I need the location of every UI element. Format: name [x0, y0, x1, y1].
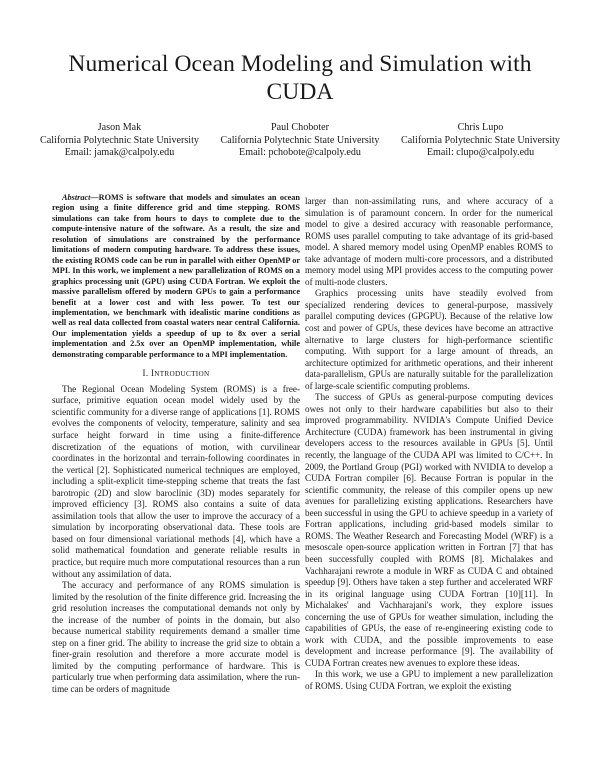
- abstract-label: Abstract: [62, 193, 91, 202]
- author-1: [40, 122, 199, 160]
- author-email: Email: clupo@calpoly.edu: [426, 147, 535, 158]
- abstract-text: —ROMS is software that models and simulates an ocean region using a finite difference grid and time stepping. ROMS simulations can take from hours to days to complete due to the compute-intensive nature of the software. As a result, the size and resolution of simulations are constrained by the performance limitations of modern computing hardware. To address these issues, the existing ROMS code can be run in parallel with either OpenMP or MPI. In this work, we implement a new parallelization of ROMS on a graphics processing unit (GPU) using CUDA Fortran. We exploit the massive parallelism offered by modern GPUs to gain a performance benefit at a lower cost and with less power. To test our implementation, we benchmark with idealistic marine conditions as well as real data collected from coastal waters near central California. Our implementation yields a speedup of up to 8x over a serial implementation and 2.5x over an OpenMP implementation, while demonstrating comparable performance to a MPI implementation.: [52, 193, 300, 359]
- body-paragraph: The accuracy and performance of any ROMS simulation is limited by the resolution of the finite difference grid. Increasing the grid resolution increases the computational demands not only by the increase of the number of points in the domain, but also because numerical stability requirements demand a smaller time step on a finer grid. The ability to increase the grid size to obtain a finer-grain resolution and therefore a more accurate model is limited by the computing performance of hardware. This is particularly true when performing data assimilation, where the run-time can be orders of magnitude: [52, 580, 300, 695]
- author-email: Email: jamak@calpoly.edu: [64, 147, 175, 158]
- body-paragraph: The success of GPUs as general-purpose computing devices owes not only to their hardware capabilities but also to their improved programmability. NVIDIA's Compute Unified Device Architecture (CUDA) framework has been instrumental in giving developers access to the resources available in GPUs [5]. Until recently, the language of the CUDA API was limited to C/C++. In 2009, the Portland Group (PGI) worked with NVIDIA to develop a CUDA Fortran compiler [6]. Because Fortran is popular in the scientific community, the release of this compiler opens up new avenues for parallelizing existing applications. Researchers have been successful in using the GPU to achieve speedup in a variety of Fortran applications, including grid-based models similar to ROMS. The Weather Research and Forecasting Model (WRF) is a mesoscale open-source application written in Fortran [7] that has been successfully coupled with ROMS [8]. Michalakes and Vachharajani rewrote a module in WRF as CUDA C and obtained speedup [9]. Others have taken a step further and accelerated WRF in its original language using CUDA Fortran [10][11]. In Michalakes' and Vachharajani's work, they explore issues concerning the use of GPUs for weather simulation, including the capabilities of GPUs, the ease of re-engineering existing code to work with CUDA, and the possible improvements to ease development and increase performance [9]. The availability of CUDA Fortran creates new avenues to explore these ideas.: [305, 392, 553, 668]
- abstract: [52, 193, 300, 360]
- body-paragraph: The Regional Ocean Modeling System (ROMS) is a free-surface, primitive equation ocean model widely used by the scientific community for a diverse range of applications [1]. ROMS evolves the components of velocity, temperature, salinity and sea surface height forward in time using a finite-difference discretization of the equations of motion, with curvilinear coordinates in the horizontal and terrain-following coordinates in the vertical [2]. Sophisticated numerical techniques are employed, including a split-explicit time-stepping scheme that treats the fast barotropic (2D) and slow baroclinic (3D) modes separately for improved efficiency [3]. ROMS also contains a suite of data assimilation tools that allow the user to improve the accuracy of a simulation by incorporating observational data. These tools are based on four dimensional variational methods [4], which have a solid mathematical foundation and generate reliable results in practice, but require much more computational resources than a run without any assimilation of data.: [52, 383, 300, 579]
- author-block: [40, 122, 560, 160]
- left-column: [52, 193, 300, 696]
- body-paragraph: In this work, we use a GPU to implement a new parallelization of ROMS. Using CUDA Fortran, we exploit the existing: [305, 669, 553, 691]
- author-name: Jason Mak: [97, 122, 142, 133]
- section-title-rest: NTRODUCTION: [154, 370, 210, 379]
- author-affiliation: California Polytechnic State University: [40, 134, 199, 146]
- section-title-initial: I: [150, 368, 155, 379]
- right-column: [305, 196, 553, 693]
- author-2: [221, 122, 380, 160]
- author-name: Chris Lupo: [457, 122, 504, 133]
- author-affiliation: California Polytechnic State University: [401, 134, 560, 146]
- author-email: Email: pchobote@calpoly.edu: [239, 147, 361, 158]
- body-paragraph: larger than non-assimilating runs, and where accuracy of a simulation is of paramount concern. In order for the numerical model to give a desired accuracy with reasonable performance, ROMS uses parallel computing to take advantage of its grid-based model. A shared memory model using OpenMP enables ROMS to take advantage of modern multi-core processors, and a distributed memory model using MPI provides access to the computing power of multi-node clusters.: [305, 196, 553, 287]
- body-paragraph: Graphics processing units have steadily evolved from specialized rendering devices to general-purpose, massively parallel computing devices (GPGPU). Because of the relative low cost and power of GPUs, these devices have become an attractive alternative to large clusters for high-performance scientific computing. With support for a large amount of threads, an architecture optimized for arithmetic operations, and their inherent data-parallelism, GPUs are naturally suitable for the parallelization of large-scale scientific computing problems.: [305, 288, 553, 391]
- author-3: [401, 122, 560, 160]
- section-heading-introduction: [52, 368, 300, 381]
- section-number: I.: [142, 368, 149, 379]
- paper-title: Numerical Ocean Modeling and Simulation with CUDA: [68, 51, 532, 105]
- author-affiliation: California Polytechnic State University: [220, 134, 380, 146]
- author-name: Paul Choboter: [270, 122, 330, 133]
